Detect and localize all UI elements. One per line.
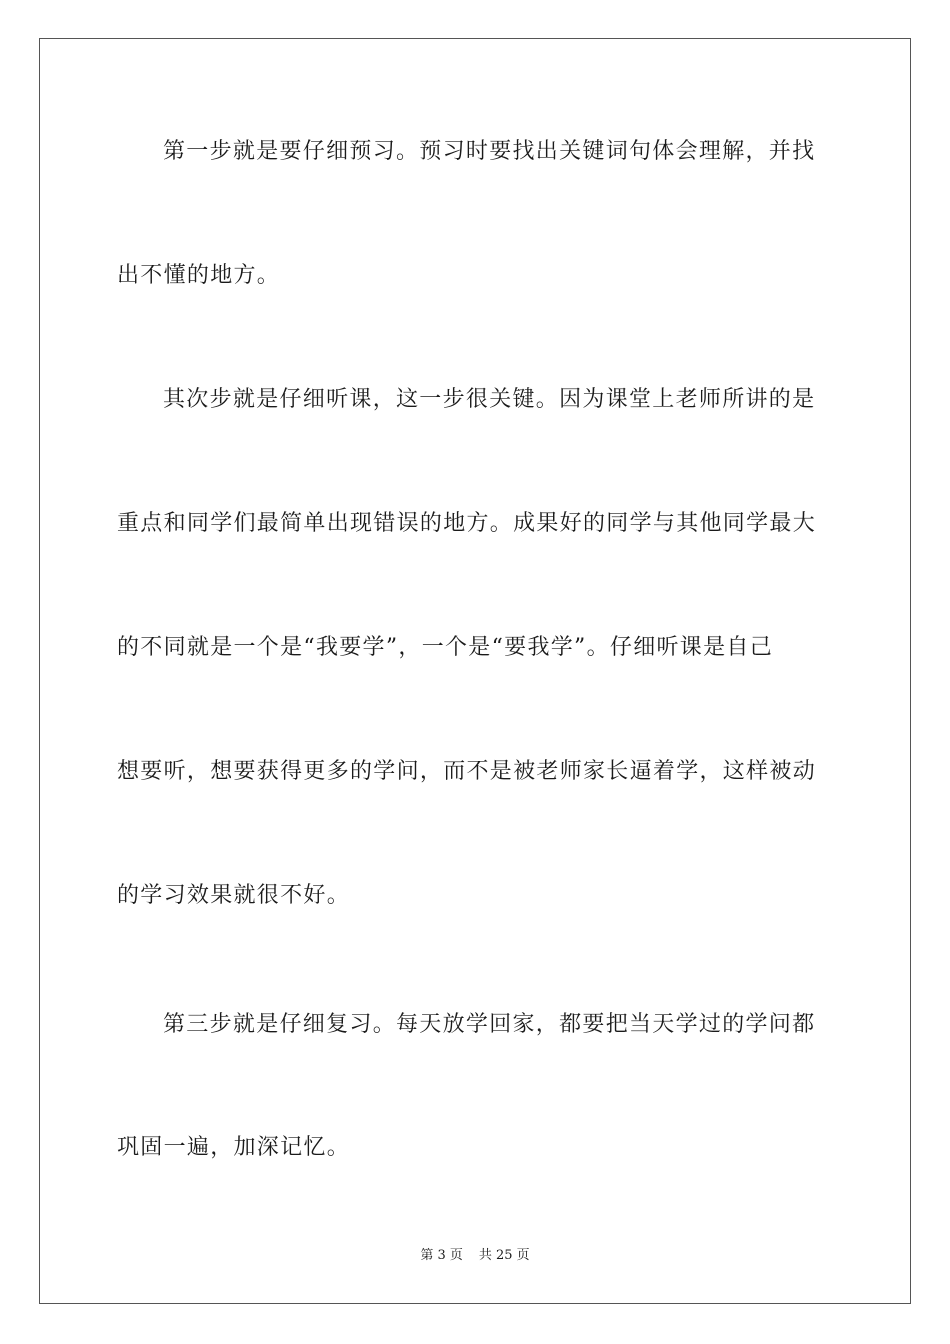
paragraph-3-line-2: 巩固一遍，加深记忆。 — [117, 1135, 351, 1160]
paragraph-2-line-2: 重点和同学们最简单出现错误的地方。成果好的同学与其他同学最大 — [117, 511, 817, 536]
paragraph-1-line-1: 第一步就是要仔细预习。预习时要找出关键词句体会理解，并找 — [163, 139, 816, 164]
paragraph-2-line-5: 的学习效果就很不好。 — [117, 883, 351, 908]
paragraph-2-line-4: 想要听，想要获得更多的学问，而不是被老师家长逼着学，这样被动 — [117, 759, 817, 784]
page-number: 第 3 页 — [420, 1248, 463, 1263]
paragraph-2-line-3: 的不同就是一个是“我要学”，一个是“要我学”。仔细听课是自己 — [117, 635, 773, 660]
page-total: 共 25 页 — [478, 1248, 530, 1263]
page-border — [39, 38, 911, 1304]
paragraph-3-line-1: 第三步就是仔细复习。每天放学回家，都要把当天学过的学问都 — [163, 1012, 816, 1037]
page-footer — [0, 1246, 950, 1266]
paragraph-2-line-1: 其次步就是仔细听课，这一步很关键。因为课堂上老师所讲的是 — [163, 387, 816, 412]
paragraph-1-line-2: 出不懂的地方。 — [117, 263, 281, 288]
